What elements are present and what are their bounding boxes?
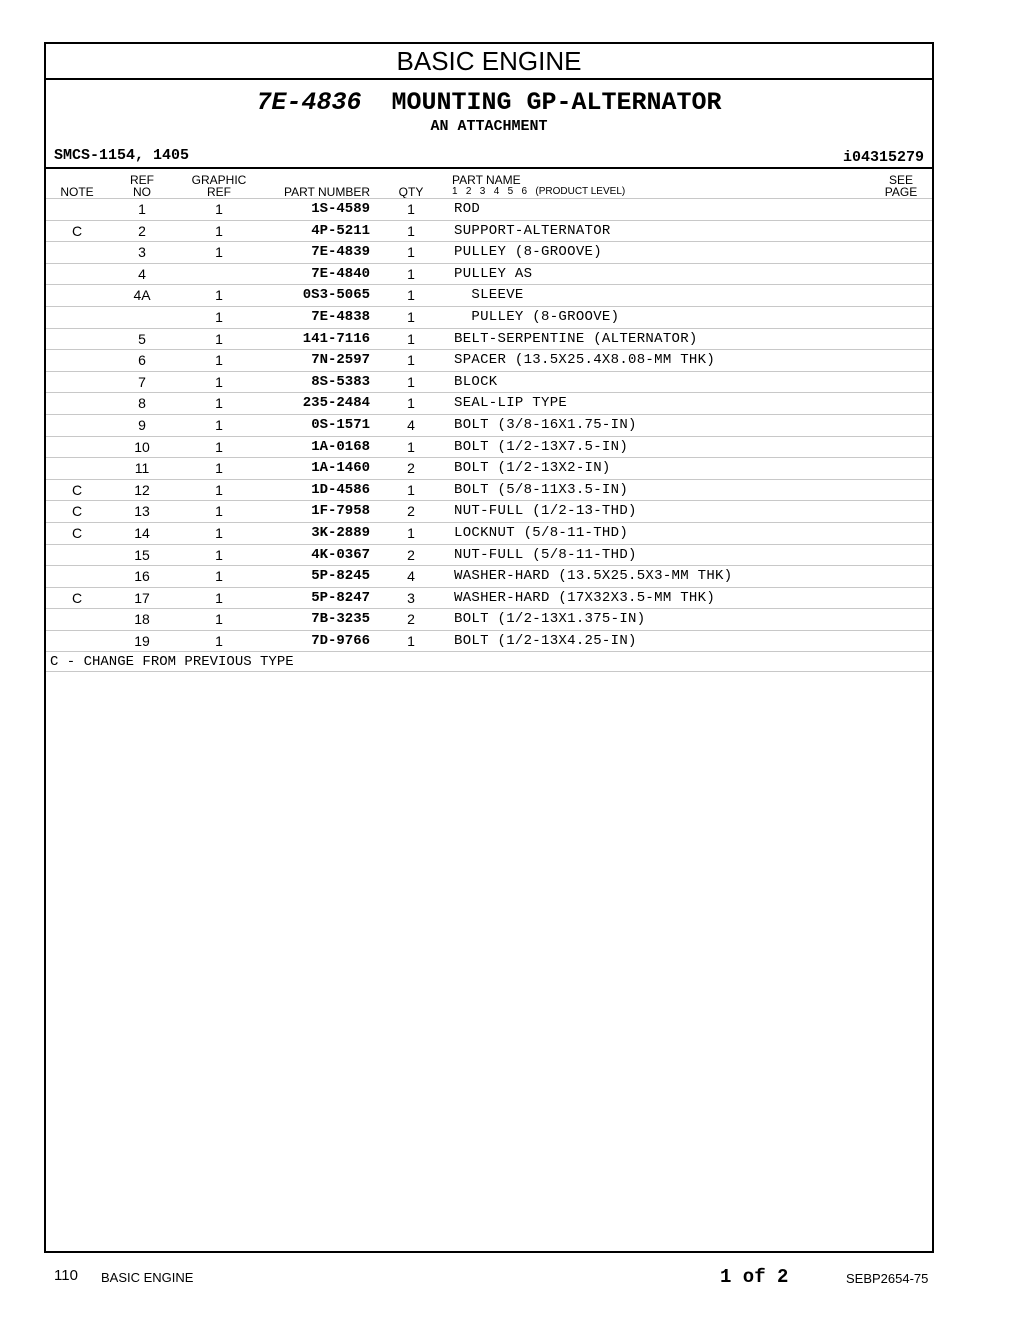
part-name-cell: BOLT (1/2-13X4.25-IN) bbox=[454, 632, 637, 649]
column-header-qty: QTY bbox=[398, 185, 424, 199]
part-number-cell: 1D-4586 bbox=[311, 481, 370, 498]
part-number-cell: 7E-4840 bbox=[311, 265, 370, 282]
qty-cell: 2 bbox=[407, 503, 415, 520]
ref-no-cell: 13 bbox=[134, 503, 150, 520]
table-row bbox=[46, 349, 932, 371]
part-number-cell: 7E-4839 bbox=[311, 244, 370, 261]
note-cell: C bbox=[71, 524, 83, 541]
part-name-cell: WASHER-HARD (13.5X25.5X3-MM THK) bbox=[454, 568, 733, 585]
qty-cell: 2 bbox=[407, 546, 415, 563]
parts-page-frame bbox=[44, 42, 934, 1253]
footnote-text: C - CHANGE FROM PREVIOUS TYPE bbox=[50, 654, 294, 671]
part-number-cell: 1F-7958 bbox=[311, 503, 370, 520]
table-row bbox=[46, 414, 932, 436]
qty-cell: 1 bbox=[407, 395, 415, 412]
part-name-cell: ROD bbox=[454, 201, 481, 217]
table-row bbox=[46, 522, 932, 544]
part-group-name: MOUNTING GP-ALTERNATOR bbox=[391, 88, 722, 117]
qty-cell: 1 bbox=[407, 265, 415, 282]
subheading: AN ATTACHMENT bbox=[430, 118, 548, 135]
part-number-cell: 0S3-5065 bbox=[302, 287, 370, 304]
table-row bbox=[46, 392, 932, 414]
part-name-cell: BELT-SERPENTINE (ALTERNATOR) bbox=[454, 330, 698, 347]
part-name-cell: BOLT (1/2-13X7.5-IN) bbox=[454, 438, 629, 455]
part-number-cell: 7N-2597 bbox=[311, 352, 370, 369]
note-cell: C bbox=[71, 481, 83, 498]
column-header-graphic-bottom: REF bbox=[207, 185, 231, 199]
table-row bbox=[46, 241, 932, 263]
qty-cell: 3 bbox=[407, 589, 415, 606]
graphic-ref-cell: 1 bbox=[215, 308, 223, 325]
graphic-ref-cell: 1 bbox=[215, 287, 223, 304]
table-row bbox=[46, 587, 932, 609]
note-cell: C bbox=[71, 222, 83, 239]
part-number-cell: 141-7116 bbox=[302, 330, 370, 347]
part-number-cell: 1A-1460 bbox=[311, 460, 370, 477]
column-header-graphic-top: GRAPHIC bbox=[191, 173, 247, 187]
table-row bbox=[46, 306, 932, 328]
graphic-ref-cell: 1 bbox=[215, 481, 223, 498]
graphic-ref-cell: 1 bbox=[215, 546, 223, 563]
part-number-cell: 1S-4589 bbox=[311, 201, 370, 217]
ref-no-cell: 14 bbox=[134, 524, 150, 541]
part-name-cell: WASHER-HARD (17X32X3.5-MM THK) bbox=[454, 589, 716, 606]
part-name-cell: PULLEY (8-GROOVE) bbox=[454, 244, 602, 261]
qty-cell: 4 bbox=[407, 416, 415, 433]
graphic-ref-cell: 1 bbox=[215, 611, 223, 628]
part-name-cell: PULLEY (8-GROOVE) bbox=[454, 308, 620, 325]
qty-cell: 1 bbox=[407, 201, 415, 217]
table-row bbox=[46, 198, 932, 220]
footnote-row bbox=[46, 651, 932, 672]
column-header-note: NOTE bbox=[60, 185, 94, 199]
graphic-ref-cell: 1 bbox=[215, 244, 223, 261]
qty-cell: 1 bbox=[407, 373, 415, 390]
ref-no-cell: 9 bbox=[138, 416, 146, 433]
ref-no-cell: 18 bbox=[134, 611, 150, 628]
page-of: 1 of 2 bbox=[720, 1266, 789, 1288]
part-name-cell: BOLT (5/8-11X3.5-IN) bbox=[454, 481, 629, 498]
smcs-code: SMCS-1154, 1405 bbox=[54, 147, 190, 164]
graphic-ref-cell: 1 bbox=[215, 589, 223, 606]
ref-no-cell: 4A bbox=[133, 287, 151, 304]
ref-no-cell: 3 bbox=[138, 244, 146, 261]
qty-cell: 1 bbox=[407, 632, 415, 649]
header-divider bbox=[46, 167, 932, 169]
ref-no-cell: 7 bbox=[138, 373, 146, 390]
column-header-ref bbox=[122, 174, 162, 198]
table-row bbox=[46, 565, 932, 587]
qty-cell: 1 bbox=[407, 524, 415, 541]
ref-no-cell: 5 bbox=[138, 330, 146, 347]
graphic-ref-cell: 1 bbox=[215, 524, 223, 541]
part-name-cell: SEAL-LIP TYPE bbox=[454, 395, 568, 412]
qty-cell: 1 bbox=[407, 244, 415, 261]
part-number-cell: 7D-9766 bbox=[311, 632, 370, 649]
column-header-ref-top: REF bbox=[130, 173, 154, 187]
column-header-part-number: PART NUMBER bbox=[283, 185, 370, 199]
qty-cell: 2 bbox=[407, 611, 415, 628]
part-name-cell: SPACER (13.5X25.4X8.08-MM THK) bbox=[454, 352, 716, 369]
part-number-cell: 3K-2889 bbox=[311, 524, 370, 541]
qty-cell: 1 bbox=[407, 352, 415, 369]
table-row bbox=[46, 328, 932, 350]
part-name-cell: LOCKNUT (5/8-11-THD) bbox=[454, 524, 629, 541]
table-row bbox=[46, 479, 932, 501]
graphic-ref-cell: 1 bbox=[215, 201, 223, 217]
part-name-cell: NUT-FULL (5/8-11-THD) bbox=[454, 546, 637, 563]
part-group-number: 7E-4836 bbox=[256, 88, 362, 117]
part-name-cell: BOLT (3/8-16X1.75-IN) bbox=[454, 416, 637, 433]
part-name-cell: SLEEVE bbox=[454, 287, 524, 304]
table-row bbox=[46, 436, 932, 458]
column-header-see-page bbox=[876, 174, 926, 198]
part-name-cell: BOLT (1/2-13X1.375-IN) bbox=[454, 611, 646, 628]
part-group-heading bbox=[46, 88, 932, 117]
ref-no-cell: 1 bbox=[138, 201, 146, 217]
graphic-ref-cell: 1 bbox=[215, 222, 223, 239]
part-number-cell: 4P-5211 bbox=[311, 222, 370, 239]
part-name-cell: NUT-FULL (1/2-13-THD) bbox=[454, 503, 637, 520]
part-name-cell: SUPPORT-ALTERNATOR bbox=[454, 222, 611, 239]
qty-cell: 1 bbox=[407, 438, 415, 455]
ref-no-cell: 6 bbox=[138, 352, 146, 369]
part-number-cell: 8S-5383 bbox=[311, 373, 370, 390]
part-number-cell: 7B-3235 bbox=[311, 611, 370, 628]
part-number-cell: 235-2484 bbox=[302, 395, 370, 412]
table-row bbox=[46, 630, 932, 652]
part-number-cell: 0S-1571 bbox=[311, 416, 370, 433]
parts-table bbox=[46, 198, 932, 672]
column-header-ref-bottom: NO bbox=[133, 185, 151, 199]
column-header-see-top: SEE bbox=[888, 173, 913, 187]
ref-no-cell: 11 bbox=[134, 460, 150, 477]
table-row bbox=[46, 371, 932, 393]
column-header-product-level: 1 2 3 4 5 6 (PRODUCT LEVEL) bbox=[452, 186, 626, 197]
graphic-ref-cell: 1 bbox=[215, 416, 223, 433]
ref-no-cell: 2 bbox=[138, 222, 146, 239]
column-header-part-name: PART NAME bbox=[452, 173, 521, 187]
table-row bbox=[46, 500, 932, 522]
graphic-ref-cell: 1 bbox=[215, 438, 223, 455]
ref-no-cell: 16 bbox=[134, 568, 150, 585]
ref-no-cell: 15 bbox=[134, 546, 150, 563]
section-title: BASIC ENGINE bbox=[46, 44, 932, 80]
ref-no-cell: 19 bbox=[134, 632, 150, 649]
illustration-id: i04315279 bbox=[842, 149, 924, 166]
page-number: 110 bbox=[54, 1267, 78, 1284]
footer-section: BASIC ENGINE bbox=[101, 1270, 194, 1285]
part-number-cell: 5P-8247 bbox=[311, 589, 370, 606]
graphic-ref-cell: 1 bbox=[215, 330, 223, 347]
table-row bbox=[46, 263, 932, 285]
part-name-cell: BLOCK bbox=[454, 373, 498, 390]
qty-cell: 1 bbox=[407, 287, 415, 304]
table-row bbox=[46, 457, 932, 479]
graphic-ref-cell: 1 bbox=[215, 395, 223, 412]
ref-no-cell: 8 bbox=[138, 395, 146, 412]
qty-cell: 2 bbox=[407, 460, 415, 477]
part-name-cell: BOLT (1/2-13X2-IN) bbox=[454, 460, 611, 477]
table-row bbox=[46, 284, 932, 306]
document-number: SEBP2654-75 bbox=[846, 1271, 929, 1286]
graphic-ref-cell: 1 bbox=[215, 352, 223, 369]
table-row bbox=[46, 220, 932, 242]
part-number-cell: 1A-0168 bbox=[311, 438, 370, 455]
qty-cell: 1 bbox=[407, 481, 415, 498]
part-number-cell: 4K-0367 bbox=[311, 546, 370, 563]
qty-cell: 1 bbox=[407, 308, 415, 325]
ref-no-cell: 10 bbox=[134, 438, 150, 455]
ref-no-cell: 17 bbox=[134, 589, 150, 606]
graphic-ref-cell: 1 bbox=[215, 503, 223, 520]
qty-cell: 1 bbox=[407, 222, 415, 239]
column-header-graphic bbox=[186, 174, 252, 198]
part-number-cell: 5P-8245 bbox=[311, 568, 370, 585]
table-row bbox=[46, 544, 932, 566]
note-cell: C bbox=[71, 589, 83, 606]
graphic-ref-cell: 1 bbox=[215, 373, 223, 390]
qty-cell: 1 bbox=[407, 330, 415, 347]
ref-no-cell: 4 bbox=[138, 265, 146, 282]
qty-cell: 4 bbox=[407, 568, 415, 585]
graphic-ref-cell: 1 bbox=[215, 632, 223, 649]
graphic-ref-cell: 1 bbox=[215, 568, 223, 585]
table-row bbox=[46, 608, 932, 630]
ref-no-cell: 12 bbox=[134, 481, 150, 498]
part-number-cell: 7E-4838 bbox=[311, 308, 370, 325]
column-header-see-bottom: PAGE bbox=[884, 185, 918, 199]
graphic-ref-cell: 1 bbox=[215, 460, 223, 477]
note-cell: C bbox=[71, 503, 83, 520]
part-name-cell: PULLEY AS bbox=[454, 265, 533, 282]
